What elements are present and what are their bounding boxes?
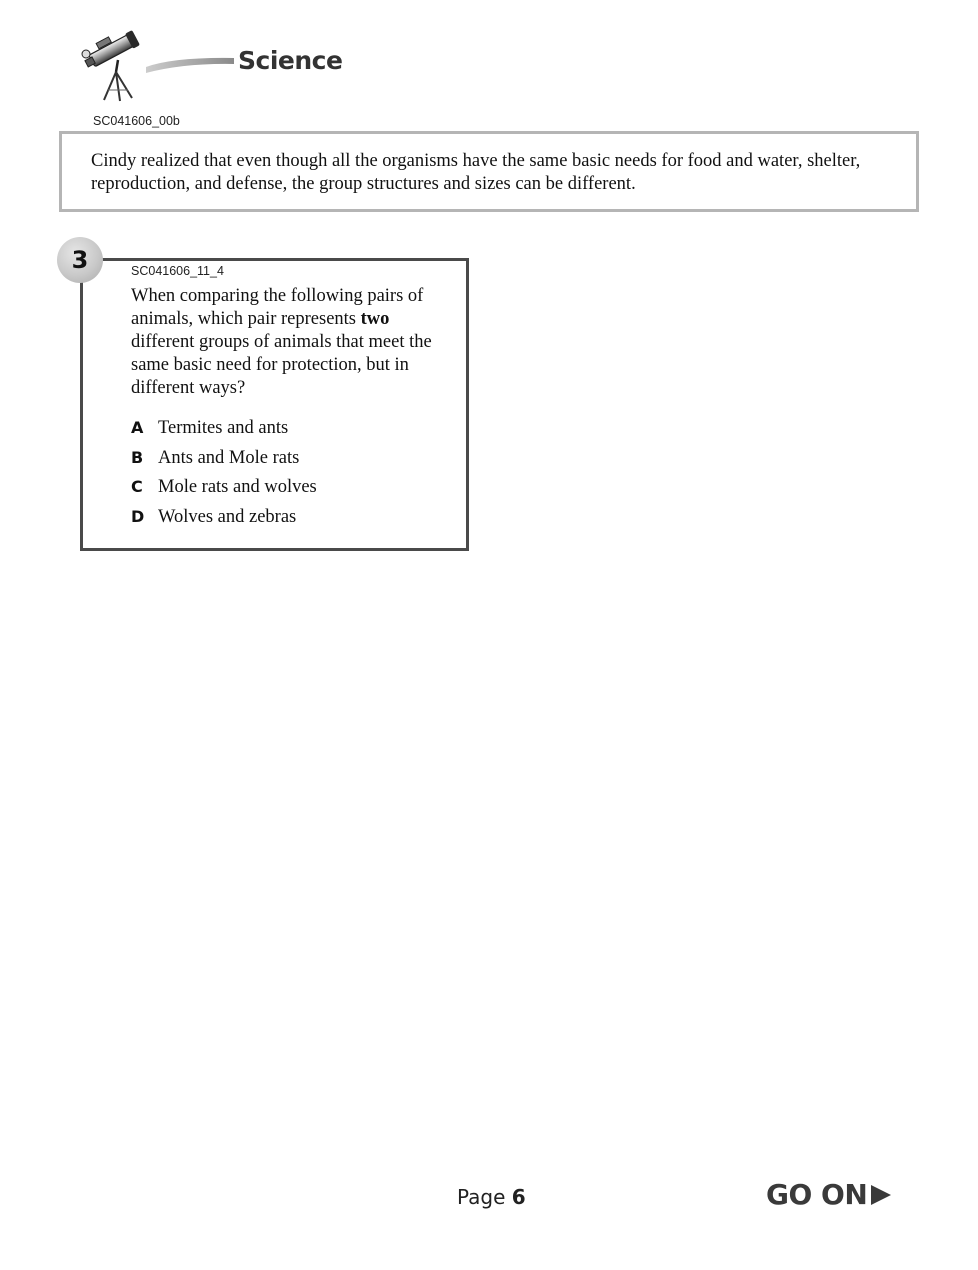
- stimulus-code: SC041606_00b: [93, 114, 180, 128]
- answer-option[interactable]: [131, 448, 317, 478]
- option-text: Wolves and zebras: [158, 506, 297, 527]
- page-number: 6: [511, 1185, 526, 1209]
- telescope-icon: [80, 28, 144, 104]
- page-header: [80, 28, 360, 108]
- stem-emphasis: two: [360, 309, 390, 329]
- option-text: Ants and Mole rats: [158, 447, 300, 468]
- go-on-text: GO ON: [766, 1178, 868, 1211]
- answer-option[interactable]: [131, 477, 317, 507]
- stem-text-after: different groups of animals that meet the same basic need for protection, but in different ways?: [131, 332, 432, 398]
- option-letter: C: [131, 477, 143, 496]
- question-number-badge: 3: [57, 237, 103, 283]
- stem-text-before: When comparing the following pairs of animals, which pair represents: [131, 286, 424, 329]
- answer-option[interactable]: [131, 507, 317, 537]
- stimulus-text: Cindy realized that even though all the organisms have the same basic needs for food and water, shelter, reproduction, and defense, the group structures and sizes can be different.: [91, 151, 861, 194]
- stimulus-box: [59, 131, 919, 212]
- page-indicator: [457, 1185, 526, 1209]
- option-letter: D: [131, 506, 145, 526]
- option-letter: A: [131, 418, 144, 437]
- header-swoosh: [144, 53, 236, 75]
- page-label: Page: [457, 1185, 506, 1209]
- play-arrow-icon: [869, 1183, 893, 1207]
- go-on-indicator: [766, 1178, 893, 1211]
- answer-option[interactable]: [131, 418, 317, 448]
- question-code: SC041606_11_4: [131, 264, 224, 278]
- option-text: Termites and ants: [158, 418, 289, 438]
- option-letter: B: [131, 447, 144, 467]
- option-text: Mole rats and wolves: [158, 477, 317, 497]
- subject-title: Science: [238, 46, 343, 75]
- answer-options: [131, 418, 317, 536]
- question-stem: [131, 285, 451, 400]
